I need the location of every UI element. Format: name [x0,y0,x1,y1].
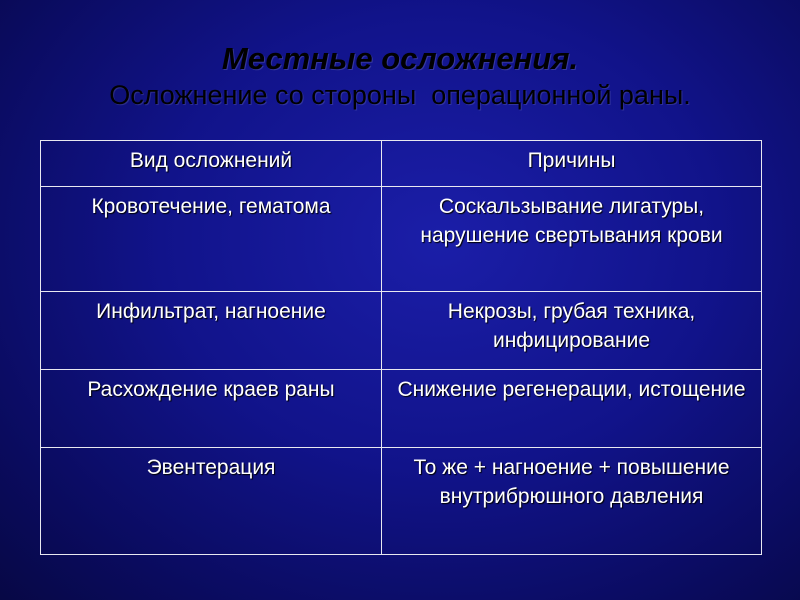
table-row [41,448,762,555]
cause-cell: Снижение регенерации, истощение [382,370,762,448]
complication-type-cell: Эвентерация [41,448,382,555]
title-block [0,40,800,112]
complication-type-cell: Кровотечение, гематома [41,187,382,292]
cause-cell: То же + нагноение + повышение внутрибрюшного давления [382,448,762,555]
cause-cell: Соскальзывание лигатуры, нарушение свертывания крови [382,187,762,292]
table-row [41,187,762,292]
complication-type-cell: Расхождение краев раны [41,370,382,448]
cause-cell: Некрозы, грубая техника, инфицирование [382,292,762,370]
header-complication-type: Вид осложнений [41,141,382,187]
table-row [41,370,762,448]
table-header-row [41,141,762,187]
slide-subtitle: Осложнение со стороны операционной раны. [109,80,691,110]
header-causes: Причины [382,141,762,187]
table-row [41,292,762,370]
complication-type-cell: Инфильтрат, нагноение [41,292,382,370]
slide-title: Местные осложнения. [221,41,579,76]
complications-table [40,140,762,555]
